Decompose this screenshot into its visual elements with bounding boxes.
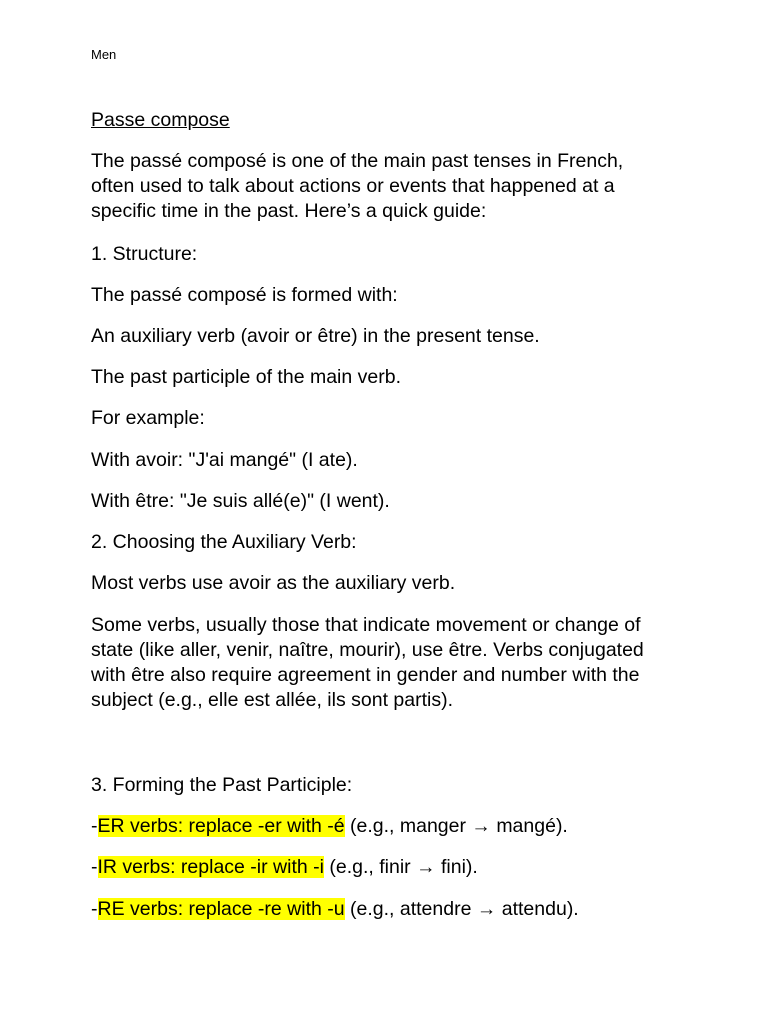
rule-ir bbox=[91, 855, 691, 880]
rule-highlight: RE verbs: replace -re with -u bbox=[97, 898, 345, 920]
rule-example: (e.g., finir → fini). bbox=[323, 856, 478, 878]
document-title: Passe compose bbox=[91, 109, 230, 131]
rule-prefix: - bbox=[91, 856, 98, 878]
rule-prefix: - bbox=[91, 815, 98, 837]
participle-line: The past participle of the main verb. bbox=[91, 366, 401, 388]
formed-with-line: The passé composé is formed with: bbox=[91, 284, 398, 306]
rule-highlight: ER verbs: replace -er with -é bbox=[97, 815, 345, 837]
rule-re bbox=[91, 897, 691, 922]
rule-highlight: IR verbs: replace -ir with -i bbox=[97, 856, 324, 878]
some-verbs-paragraph: Some verbs, usually those that indicate movement or change of state (like aller, venir, naître, mourir), use être. Verbs conjugated with être also require agreement in gender and number with the subject (e.g., elle est allée, ils sont partis). bbox=[91, 614, 644, 711]
example-avoir: With avoir: "J'ai mangé" (I ate). bbox=[91, 449, 358, 471]
auxiliary-line: An auxiliary verb (avoir or être) in the present tense. bbox=[91, 325, 540, 347]
most-verbs-line: Most verbs use avoir as the auxiliary verb. bbox=[91, 572, 456, 594]
example-heading: For example: bbox=[91, 407, 205, 429]
intro-paragraph: The passé composé is one of the main past tenses in French, often used to talk about actions or events that happened at a specific time in the past. Here’s a quick guide: bbox=[91, 150, 624, 222]
example-etre: With être: "Je suis allé(e)" (I went). bbox=[91, 490, 390, 512]
section-3-heading: 3. Forming the Past Participle: bbox=[91, 774, 353, 796]
rule-er bbox=[91, 814, 691, 839]
section-2-heading: 2. Choosing the Auxiliary Verb: bbox=[91, 531, 357, 553]
rule-example: (e.g., attendre → attendu). bbox=[344, 898, 579, 920]
rule-prefix: - bbox=[91, 898, 98, 920]
rule-example: (e.g., manger → mangé). bbox=[344, 815, 568, 837]
section-1-heading: 1. Structure: bbox=[91, 243, 198, 265]
page-header: Men bbox=[91, 47, 117, 62]
